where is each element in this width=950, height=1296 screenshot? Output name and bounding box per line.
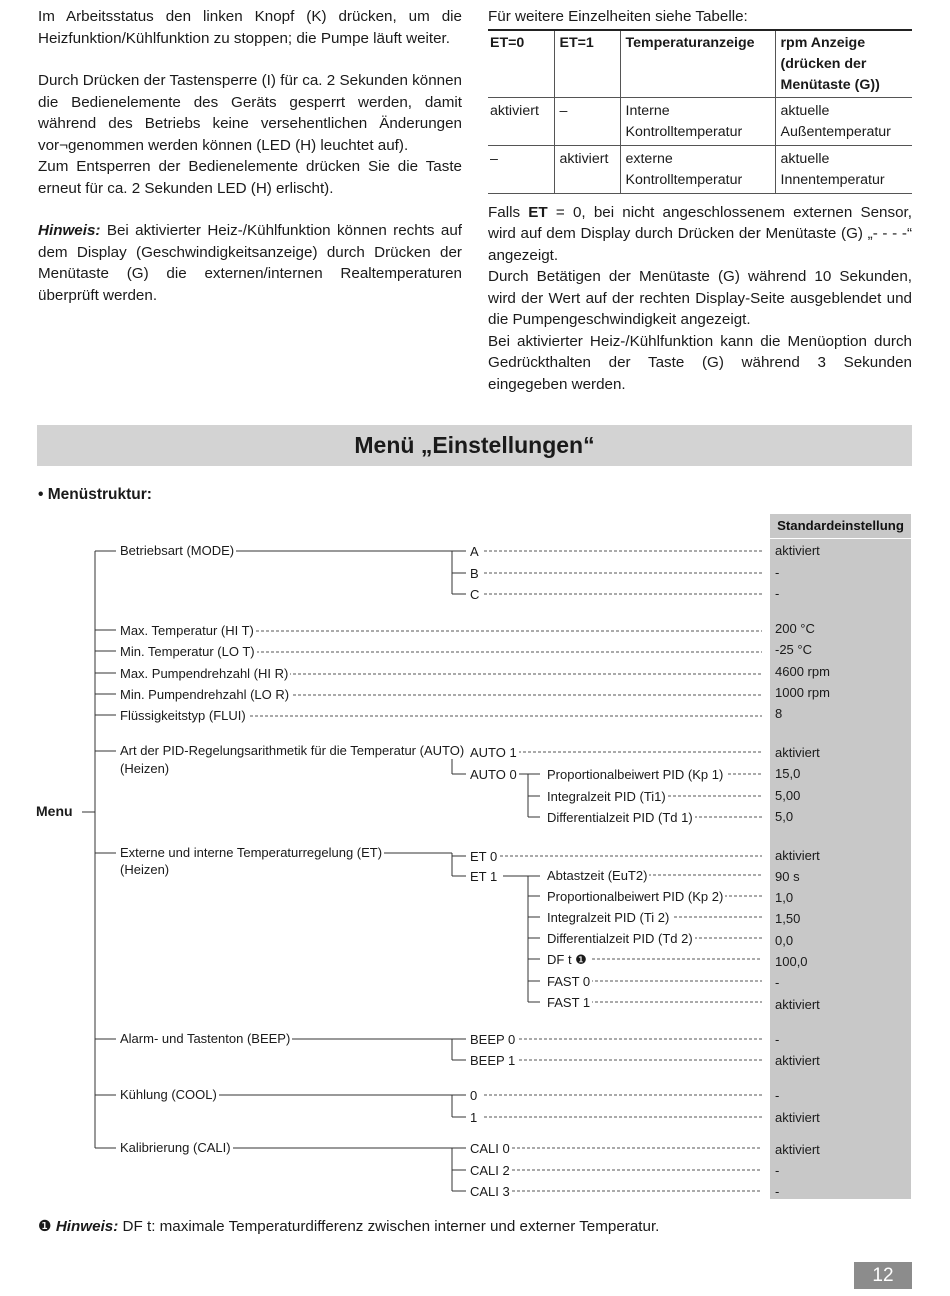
table-cell: aktiviert bbox=[488, 97, 554, 145]
menu-root-label: Menu bbox=[36, 803, 73, 819]
option-cool-1: 1 bbox=[470, 1110, 478, 1125]
default-auto-1: aktiviert bbox=[775, 745, 820, 760]
option-beep-1: BEEP 1 bbox=[470, 1053, 516, 1068]
hint-text: Bei aktivierter Heiz-/Kühlfunktion können rechts auf dem Display (Geschwindigkeitsanzeige) durch Drücken der Menütaste (G) die externen/internen Realtemperaturen überprüft werden. bbox=[38, 222, 462, 304]
table-cell: aktuelle Außentemperatur bbox=[775, 97, 912, 145]
menu-item-auto-sub: (Heizen) bbox=[120, 761, 170, 776]
paragraph-menu-10s: Durch Betätigen der Menütaste (G) während 10 Sekunden, wird der Wert auf der rechten Display-Seite ausgeblendet und die Pumpengeschwindigkeit angezeigt. bbox=[488, 268, 912, 328]
table-header: rpm Anzeige (drücken der Menütaste (G)) bbox=[775, 30, 912, 98]
table-header: Temperaturanzeige bbox=[620, 30, 775, 98]
table-cell: aktuelle Innentemperatur bbox=[775, 145, 912, 193]
option-mode-c: C bbox=[470, 587, 480, 602]
table-cell: externe Kontrolltemperatur bbox=[620, 145, 775, 193]
table-cell: – bbox=[554, 97, 620, 145]
footnote-label: Hinweis: bbox=[55, 1218, 119, 1235]
menu-item-cali: Kalibrierung (CALI) bbox=[120, 1140, 231, 1155]
default-cali-2: - bbox=[775, 1163, 780, 1178]
option-mode-a: A bbox=[470, 544, 479, 559]
default-cali-0: aktiviert bbox=[775, 1142, 820, 1157]
option-cool-0: 0 bbox=[470, 1088, 478, 1103]
sub-fast1: FAST 1 bbox=[547, 995, 591, 1010]
default-cool-1: aktiviert bbox=[775, 1110, 820, 1125]
paragraph-key-lock: Durch Drücken der Tastensperre (I) für ca. 2 Sekunden können die Bedienelemente des Geräts gesperrt werden, damit während des Betriebs keine versehentlichen Änderungen vor¬genommen werden können (LED (H) leuchtet auf). bbox=[38, 72, 462, 154]
option-auto-1: AUTO 1 bbox=[470, 745, 517, 760]
menu-item-mode: Betriebsart (MODE) bbox=[120, 543, 235, 558]
text-fragment: = 0, bei nicht angeschlossenem externen Sensor, wird auf dem Display durch Drücken der Menütaste (G) „- - - -“ angezeigt. bbox=[488, 203, 912, 264]
option-cali-2: CALI 2 bbox=[470, 1163, 510, 1178]
menu-item-cool: Kühlung (COOL) bbox=[120, 1087, 217, 1102]
text-fragment: Falls bbox=[488, 203, 529, 221]
menu-item-lo-t: Min. Temperatur (LO T) bbox=[120, 644, 255, 659]
default-ti1: 5,00 bbox=[775, 788, 801, 803]
menu-item-et: Externe und interne Temperaturregelung (ET) bbox=[120, 845, 383, 860]
menu-item-et-sub: (Heizen) bbox=[120, 862, 170, 877]
paragraph-unlock: Zum Entsperren der Bedienelemente drücken Sie die Taste erneut für ca. 2 Sekunden LED (H) erlischt). bbox=[38, 158, 462, 197]
default-mode-b: - bbox=[775, 565, 780, 580]
sub-ti2: Integralzeit PID (Ti 2) bbox=[547, 910, 670, 925]
sub-kp2: Proportionalbeiwert PID (Kp 2) bbox=[547, 889, 724, 904]
default-kp1: 15,0 bbox=[775, 766, 801, 781]
sub-eut2: Abtastzeit (EuT2) bbox=[547, 868, 648, 883]
default-hi-r: 4600 rpm bbox=[775, 664, 830, 679]
default-eut2: 90 s bbox=[775, 869, 800, 884]
page-number: 12 bbox=[854, 1262, 912, 1289]
default-settings-header: Standardeinstellung bbox=[777, 518, 904, 533]
default-lo-t: -25 °C bbox=[775, 642, 812, 657]
table-cell: aktiviert bbox=[554, 145, 620, 193]
section-banner: Menü „Einstellungen“ bbox=[37, 425, 912, 466]
menu-item-lo-r: Min. Pumpendrehzahl (LO R) bbox=[120, 687, 290, 702]
option-beep-0: BEEP 0 bbox=[470, 1032, 516, 1047]
sub-td2: Differentialzeit PID (Td 2) bbox=[547, 931, 693, 946]
table-header: ET=0 bbox=[488, 30, 554, 98]
default-fast0: - bbox=[775, 975, 780, 990]
sub-kp1: Proportionalbeiwert PID (Kp 1) bbox=[547, 767, 724, 782]
menu-item-beep: Alarm- und Tastenton (BEEP) bbox=[120, 1031, 291, 1046]
option-auto-0: AUTO 0 bbox=[470, 767, 517, 782]
footnote-marker: ❶ bbox=[38, 1218, 56, 1235]
default-td1: 5,0 bbox=[775, 809, 794, 824]
table-intro: Für weitere Einzelheiten siehe Tabelle: bbox=[488, 8, 748, 25]
default-et-0: aktiviert bbox=[775, 848, 820, 863]
option-cali-3: CALI 3 bbox=[470, 1184, 510, 1199]
footnote bbox=[38, 1217, 659, 1235]
structure-title: • Menüstruktur: bbox=[38, 486, 152, 503]
menu-item-flui: Flüssigkeitstyp (FLUI) bbox=[120, 708, 246, 723]
sub-td1: Differentialzeit PID (Td 1) bbox=[547, 810, 693, 825]
sub-ti1: Integralzeit PID (Ti1) bbox=[547, 789, 666, 804]
menu-item-hi-r: Max. Pumpendrehzahl (HI R) bbox=[120, 666, 289, 681]
sub-fast0: FAST 0 bbox=[547, 974, 591, 989]
default-dft: 100,0 bbox=[775, 954, 808, 969]
hint-label: Hinweis: bbox=[38, 222, 101, 239]
paragraph-menu-3s: Bei aktivierter Heiz-/Kühlfunktion kann die Menüoption durch Gedrückthalten der Taste (G) während 3 Sekunden eingegeben werden. bbox=[488, 332, 912, 393]
et-bold: ET bbox=[528, 203, 548, 221]
table-cell: – bbox=[488, 145, 554, 193]
footnote-text: DF t: maximale Temperaturdifferenz zwischen interner und externer Temperatur. bbox=[118, 1218, 660, 1235]
option-et-1: ET 1 bbox=[470, 869, 498, 884]
option-et-0: ET 0 bbox=[470, 849, 498, 864]
option-cali-0: CALI 0 bbox=[470, 1141, 510, 1156]
table-cell: Interne Kontrolltemperatur bbox=[620, 97, 775, 145]
default-lo-r: 1000 rpm bbox=[775, 685, 830, 700]
default-cool-0: - bbox=[775, 1088, 780, 1103]
default-beep-1: aktiviert bbox=[775, 1053, 820, 1068]
option-mode-b: B bbox=[470, 566, 479, 581]
default-flui: 8 bbox=[775, 706, 783, 721]
table-header: ET=1 bbox=[554, 30, 620, 98]
menu-item-hi-t: Max. Temperatur (HI T) bbox=[120, 623, 254, 638]
menu-item-auto: Art der PID-Regelungsarithmetik für die Temperatur (AUTO) bbox=[120, 743, 465, 758]
paragraph-heat-stop: Im Arbeitsstatus den linken Knopf (K) drücken, um die Heizfunktion/Kühlfunktion zu stoppen; die Pumpe läuft weiter. bbox=[38, 8, 462, 47]
default-mode-a: aktiviert bbox=[775, 543, 820, 558]
default-hi-t: 200 °C bbox=[775, 621, 815, 636]
default-ti2: 1,50 bbox=[775, 911, 801, 926]
default-mode-c: - bbox=[775, 586, 780, 601]
default-cali-3: - bbox=[775, 1184, 780, 1199]
default-fast1: aktiviert bbox=[775, 997, 820, 1012]
default-kp2: 1,0 bbox=[775, 890, 794, 905]
default-beep-0: - bbox=[775, 1032, 780, 1047]
default-td2: 0,0 bbox=[775, 933, 794, 948]
sub-dft: DF t ❶ bbox=[547, 952, 587, 967]
